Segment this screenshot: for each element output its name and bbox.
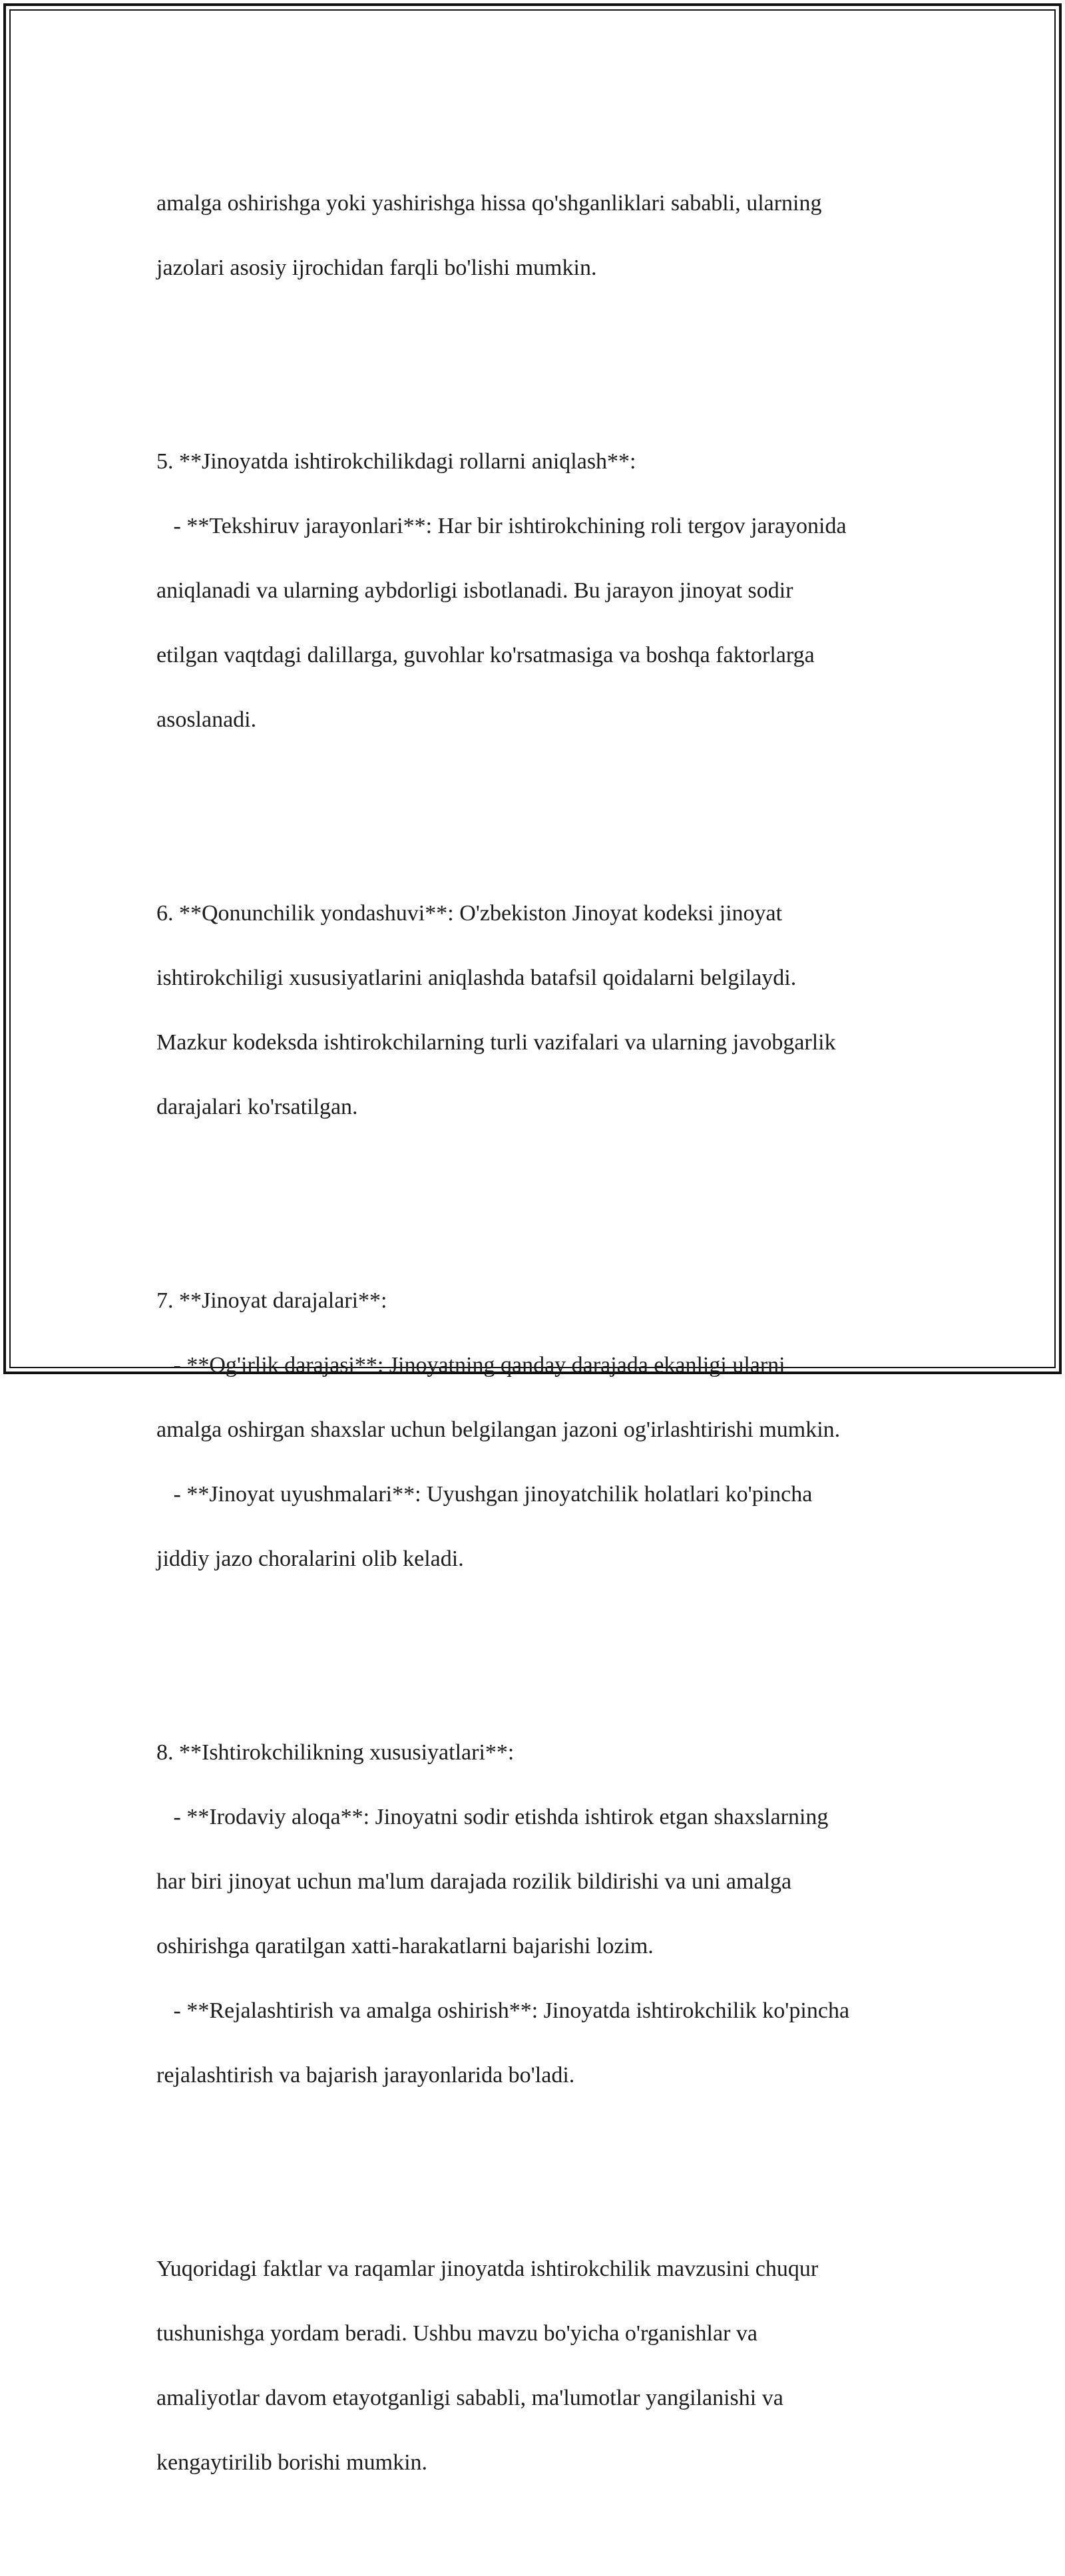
section-heading: 6. **Qonunchilik yondashuvi**: O'zbekiston Jinoyat kodeksi jinoyat xyxy=(156,901,783,926)
section-8-features xyxy=(156,1705,922,2125)
text-line: - **Jinoyat uyushmalari**: Uyushgan jinoyatchilik holatlari ko'pincha xyxy=(156,1482,813,1507)
text-line: Yuqoridagi faktlar va raqamlar jinoyatda ishtirokchilik mavzusini chuqur xyxy=(156,2257,819,2281)
text-line: ishtirokchiligi xususiyatlarini aniqlashda batafsil qoidalarni belgilaydi. xyxy=(156,966,797,990)
text-line: jiddiy jazo choralarini olib keladi. xyxy=(156,1547,464,1571)
text-line: etilgan vaqtdagi dalillarga, guvohlar ko'rsatmasiga va boshqa faktorlarga xyxy=(156,643,815,667)
text-line: aniqlanadi va ularning aybdorligi isbotlanadi. Bu jarayon jinoyat sodir xyxy=(156,578,793,603)
section-heading: 7. **Jinoyat darajalari**: xyxy=(156,1288,387,1313)
text-line: jazolari asosiy ijrochidan farqli bo'lishi mumkin. xyxy=(156,256,597,280)
text-line: asoslanadi. xyxy=(156,707,257,732)
text-line: rejalashtirish va bajarish jarayonlarida bo'ladi. xyxy=(156,2063,575,2088)
section-7-degrees xyxy=(156,1253,922,1608)
text-line: - **Og'irlik darajasi**: Jinoyatning qanday darajada ekanligi ularni xyxy=(156,1353,785,1378)
section-5-roles xyxy=(156,414,922,769)
text-line: - **Tekshiruv jarayonlari**: Har bir ishtirokchining roli tergov jarayonida xyxy=(156,514,847,538)
text-line: amaliyotlar davom etayotganligi sababli, ma'lumotlar yangilanishi va xyxy=(156,2386,783,2410)
section-heading: 8. **Ishtirokchilikning xususiyatlari**: xyxy=(156,1740,515,1765)
text-line: darajalari ko'rsatilgan. xyxy=(156,1095,358,1119)
section-6-legislation xyxy=(156,866,922,1157)
paragraph-continuation xyxy=(156,156,922,317)
text-line: amalga oshirishga yoki yashirishga hissa qo'shganliklari sababli, ularning xyxy=(156,191,822,216)
text-line: Mazkur kodeksda ishtirokchilarning turli vazifalari va ularning javobgarlik xyxy=(156,1030,836,1055)
text-line: oshirishga qaratilgan xatti-harakatlarni bajarishi lozim. xyxy=(156,1934,654,1958)
text-line: - **Irodaviy aloqa**: Jinoyatni sodir etishda ishtirok etgan shaxslarning xyxy=(156,1805,829,1829)
document-body xyxy=(156,123,922,2576)
text-line: - **Rejalashtirish va amalga oshirish**: Jinoyatda ishtirokchilik ko'pincha xyxy=(156,1998,850,2023)
conclusion-paragraph xyxy=(156,2221,922,2512)
text-line: har biri jinoyat uchun ma'lum darajada rozilik bildirishi va uni amalga xyxy=(156,1869,792,1894)
text-line: kengaytirilib borishi mumkin. xyxy=(156,2450,428,2475)
section-heading: 5. **Jinoyatda ishtirokchilikdagi rollarni aniqlash**: xyxy=(156,449,636,474)
text-line: amalga oshirgan shaxslar uchun belgilangan jazoni og'irlashtirishi mumkin. xyxy=(156,1417,841,1442)
text-line: tushunishga yordam beradi. Ushbu mavzu bo'yicha o'rganishlar va xyxy=(156,2321,757,2346)
